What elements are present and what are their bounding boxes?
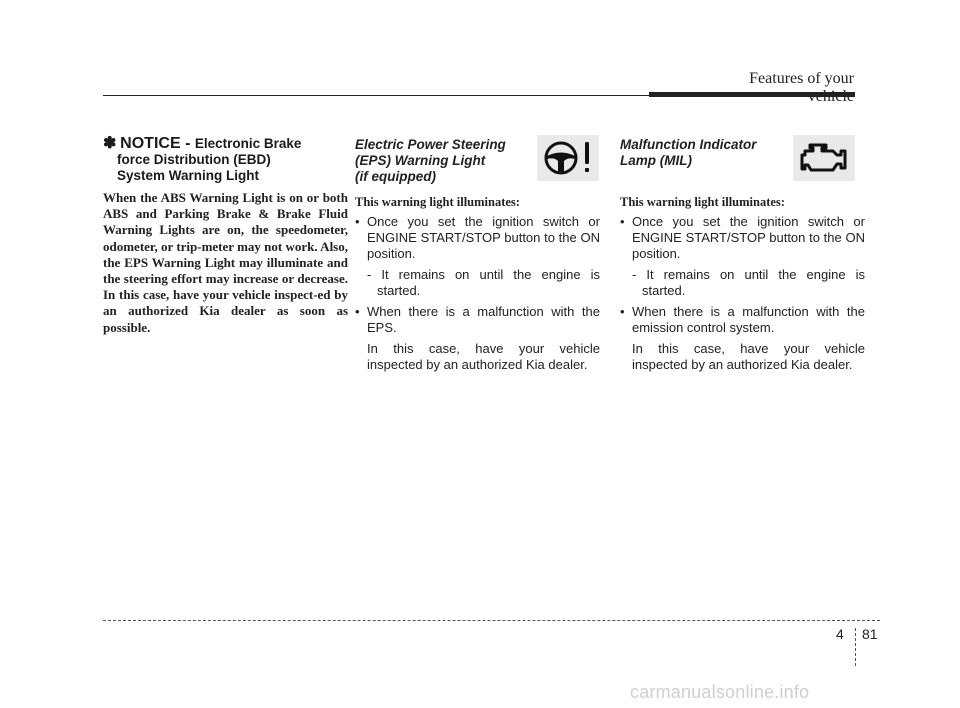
- engine-check-icon: [793, 135, 855, 181]
- list-item: • When there is a malfunction with the EPS. In this case, have your vehicle inspected by an authorized Kia dealer.: [355, 304, 600, 372]
- mil-bullet1: Once you set the ignition switch or ENGINE START/STOP button to the ON position.: [632, 214, 865, 261]
- notice-label: NOTICE -: [120, 135, 195, 152]
- mil-icon-box: [793, 135, 855, 181]
- mil-list: [620, 214, 865, 373]
- page-number: 81: [862, 626, 878, 642]
- page-divider: [855, 628, 856, 666]
- eps-sub2: In this case, have your vehicle inspected by an authorized Kia dealer.: [367, 341, 600, 372]
- mil-intro: This warning light illuminates:: [620, 195, 785, 209]
- list-item: • Once you set the ignition switch or ENGINE START/STOP button to the ON position. - It remains on until the engine is started.: [355, 214, 600, 298]
- list-item: • Once you set the ignition switch or ENGINE START/STOP button to the ON position. - It remains on until the engine is started.: [620, 214, 865, 298]
- mil-sub2: In this case, have your vehicle inspected by an authorized Kia dealer.: [632, 341, 865, 372]
- mil-title-line1: Malfunction Indicator: [620, 137, 757, 152]
- notice-section: [103, 136, 348, 336]
- steering-warning-icon: [537, 135, 599, 181]
- notice-symbol: ✽: [103, 135, 117, 152]
- page-header-title: Features of your: [749, 70, 854, 87]
- watermark: carmanualsonline.info: [630, 682, 810, 702]
- eps-sub1: - It remains on until the engine is started.: [367, 267, 600, 298]
- eps-title: [355, 137, 530, 185]
- mil-title: [620, 137, 795, 169]
- eps-title-line3: (if equipped): [355, 169, 436, 184]
- eps-intro: This warning light illuminates:: [355, 195, 520, 209]
- mil-bullet2: When there is a malfunction with the emission control system.: [632, 304, 865, 335]
- notice-title-line1: Electronic Brake: [194, 136, 302, 151]
- notice-title-line2: force Distribution (EBD): [117, 152, 271, 167]
- eps-title-line1: Electric Power Steering: [355, 137, 506, 152]
- footer-rule: [103, 620, 880, 621]
- notice-body: When the ABS Warning Light is on or both ABS and Parking Brake & Brake Fluid Warning Lights are on, the speedometer, odometer, or trip-meter may not work. Also, the EPS Warning Light may illuminate and the steering effort may increase or decrease. In this case, have your vehicle inspect-ed by an authorized Kia dealer as soon as possible.: [103, 190, 348, 335]
- eps-bullet2: When there is a malfunction with the EPS.: [367, 304, 600, 335]
- notice-title: [103, 136, 348, 184]
- eps-bullet1: Once you set the ignition switch or ENGINE START/STOP button to the ON position.: [367, 214, 600, 261]
- eps-list: [355, 214, 600, 373]
- mil-title-line2: Lamp (MIL): [620, 153, 692, 168]
- list-item: • When there is a malfunction with the emission control system. In this case, have your vehicle inspected by an authorized Kia dealer.: [620, 304, 865, 372]
- notice-title-line3: System Warning Light: [117, 168, 260, 183]
- header-rule: [103, 95, 649, 96]
- eps-title-line2: (EPS) Warning Light: [355, 153, 486, 168]
- chapter-number: 4: [836, 626, 844, 642]
- mil-sub1: - It remains on until the engine is started.: [632, 267, 865, 298]
- eps-icon-box: [537, 135, 599, 181]
- header-rule-accent: [649, 92, 855, 97]
